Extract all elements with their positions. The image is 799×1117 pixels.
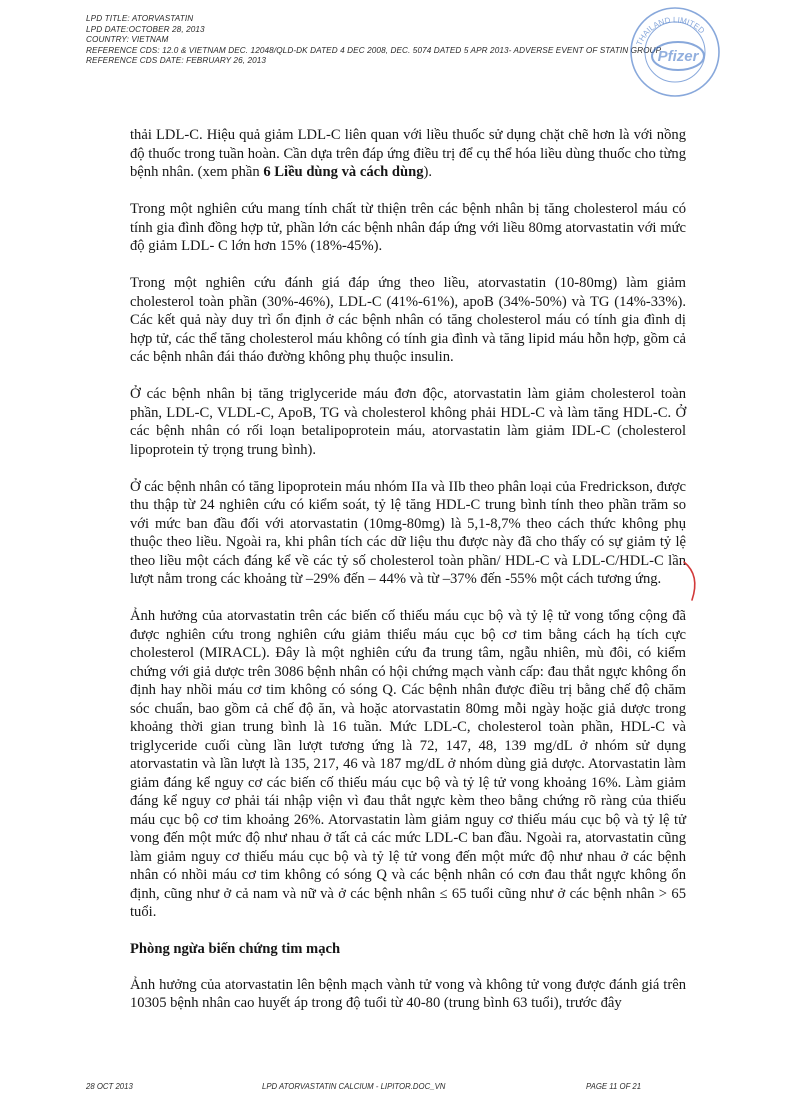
paragraph-4: Ở các bệnh nhân bị tăng triglyceride máu đơn độc, atorvastatin làm giảm cholesterol toàn phần, LDL-C, VLDL-C, ApoB, TG và cholesterol không phải HDL-C và làm tăng HDL-C. Ở các bệnh nhân có rối loạn betalipoprotein máu, atorvastatin làm giảm IDL-C (cholesterol lipoprotein tỷ trọng trung bình).	[130, 386, 686, 458]
paragraph-7: Ảnh hưởng của atorvastatin lên bệnh mạch vành tử vong và không tử vong được đánh giá trên 10305 bệnh nhân cao huyết áp trong độ tuổi từ 40-80 (trung bình 63 tuổi), trước đây	[130, 976, 686, 1011]
red-pen-mark	[680, 560, 704, 604]
footer-date: 28 OCT 2013	[86, 1082, 133, 1091]
header-title: LPD TITLE: ATORVASTATIN	[86, 14, 194, 23]
header-country: COUNTRY: VIETNAM	[86, 35, 169, 45]
header-reference: REFERENCE CDS: 12.0 & VIETNAM DEC. 12048/QLD-DK DATED 4 DEC 2008, DEC. 5074 DATED 5 APR 2013- ADVERSE EVENT OF STATIN GROUP	[86, 45, 662, 55]
footer-document-name: LPD ATORVASTATIN CALCIUM - LIPITOR.DOC_VN	[262, 1082, 446, 1091]
paragraph-3: Trong một nghiên cứu đánh giá đáp ứng theo liều, atorvastatin (10-80mg) làm giảm cholesterol toàn phần (30%-46%), LDL-C (41%-61%), apoB (34%-50%) và TG (14%-33%). Các kết quả này duy trì ổn định ở các bệnh nhân có tăng cholesterol máu có tính gia đình dị hợp tử, các thể tăng cholesterol máu không có tính gia đình và tăng lipid máu hỗn hợp, gồm cả các bệnh nhân đái tháo đường không phụ thuộc insulin.	[130, 275, 686, 365]
footer-page-number: PAGE 11 OF 21	[586, 1082, 642, 1091]
paragraph-5: Ở các bệnh nhân có tăng lipoprotein máu nhóm IIa và IIb theo phân loại của Fredrickson, được thu thập từ 24 nghiên cứu có kiểm soát, tỷ lệ tăng HDL-C trung bình tính theo phần trăm so với mức ban đầu đối với atorvastatin (10mg-80mg) là 5,1-8,7% theo cách thức không phụ thuộc theo liều. Ngoài ra, khi phân tích các dữ liệu thu được này đã cho thấy có sự giảm tỷ lệ theo liều một cách đáng kể về các tỷ số cholesterol toàn phần/ HDL-C và LDL-C/HDL-C lần lượt nằm trong các khoảng từ –29% đến – 44% và từ –37% đến -55% một cách tương ứng.	[130, 478, 686, 587]
header-reference-date: REFERENCE CDS DATE: FEBRUARY 26, 2013	[86, 56, 267, 66]
document-header	[86, 14, 696, 67]
section-heading: Phòng ngừa biến chứng tim mạch	[130, 941, 341, 957]
stamp-brand: Pfizer	[657, 48, 699, 65]
stamp-arc-text: THAILAND LIMITED	[634, 15, 707, 48]
document-body	[130, 126, 686, 1031]
paragraph-2: Trong một nghiên cứu mang tính chất từ thiện trên các bệnh nhân bị tăng cholesterol máu có tính gia đình đồng hợp tử, phần lớn các bệnh nhân đáp ứng với liều 80mg atorvastatin với mức độ giảm LDL- C lớn hơn 15% (18%-45%).	[130, 201, 686, 254]
paragraph-6: Ảnh hưởng của atorvastatin trên các biến cố thiếu máu cục bộ và tỷ lệ tử vong tổng cộng đã được nghiên cứu trong nghiên cứu giảm thiểu máu cục bộ cơ tim bằng cách hạ tích cực cholesterol (MIRACL). Đây là một nghiên cứu đa trung tâm, ngẫu nhiên, mù đôi, có kiểm chứng với giả dược trên 3086 bệnh nhân có hội chứng mạch vành cấp: đau thắt ngực không ổn định hay nhồi máu cơ tim không có sóng Q. Các bệnh nhân được điều trị bằng chế độ chăm sóc chuẩn, bao gồm cả chế độ ăn, và hoặc atorvastatin 80mg mỗi ngày hoặc giả dược trong khoảng thời gian trung bình là 16 tuần. Mức LDL-C, cholesterol toàn phần, HDL-C và triglyceride cuối cùng lần lượt tương ứng là 72, 147, 48, 139 mg/dL ở nhóm sử dụng atorvastatin và lần lượt là 135, 217, 46 và 187 mg/dL ở nhóm dùng giả dược. Atorvastatin làm giảm đáng kể nguy cơ các biến cố thiếu máu cục bộ và tỷ lệ tử vong khoảng 16%. Làm giảm đáng kể nguy cơ phải tái nhập viện vì đau thắt ngực kèm theo bằng chứng rõ ràng của thiếu máu cục bộ cơ tim khoảng 26%. Atorvastatin làm giảm nguy cơ thiếu máu cục bộ và tỷ lệ tử vong đến một mức độ như nhau ở tất cả các mức LDL-C ban đầu. Ngoài ra, atorvastatin cũng làm giảm nguy cơ thiếu máu cục bộ và tỷ lệ tử vong đến một mức độ như nhau ở các bệnh nhân có nhồi máu cơ tim không có sóng Q và các bệnh nhân có cơn đau thắt ngực không ổn định, cũng như ở cả nam và nữ và ở các bệnh nhân ≤ 65 tuổi cũng như ở các bệnh nhân > 65 tuổi.	[130, 608, 686, 920]
document-footer	[86, 1082, 696, 1094]
paragraph-1: thải LDL-C. Hiệu quả giảm LDL-C liên quan với liều thuốc sử dụng chặt chẽ hơn là với nồng độ thuốc trong tuần hoàn. Cần dựa trên đáp ứng điều trị để cụ thể hóa liều dùng thuốc cho từng bệnh nhân. (xem phần 6 Liều dùng và cách dùng).	[130, 127, 686, 180]
company-stamp-seal	[626, 0, 724, 98]
header-date: LPD DATE:OCTOBER 28, 2013	[86, 24, 205, 34]
section-reference: 6 Liều dùng và cách dùng	[263, 164, 424, 180]
